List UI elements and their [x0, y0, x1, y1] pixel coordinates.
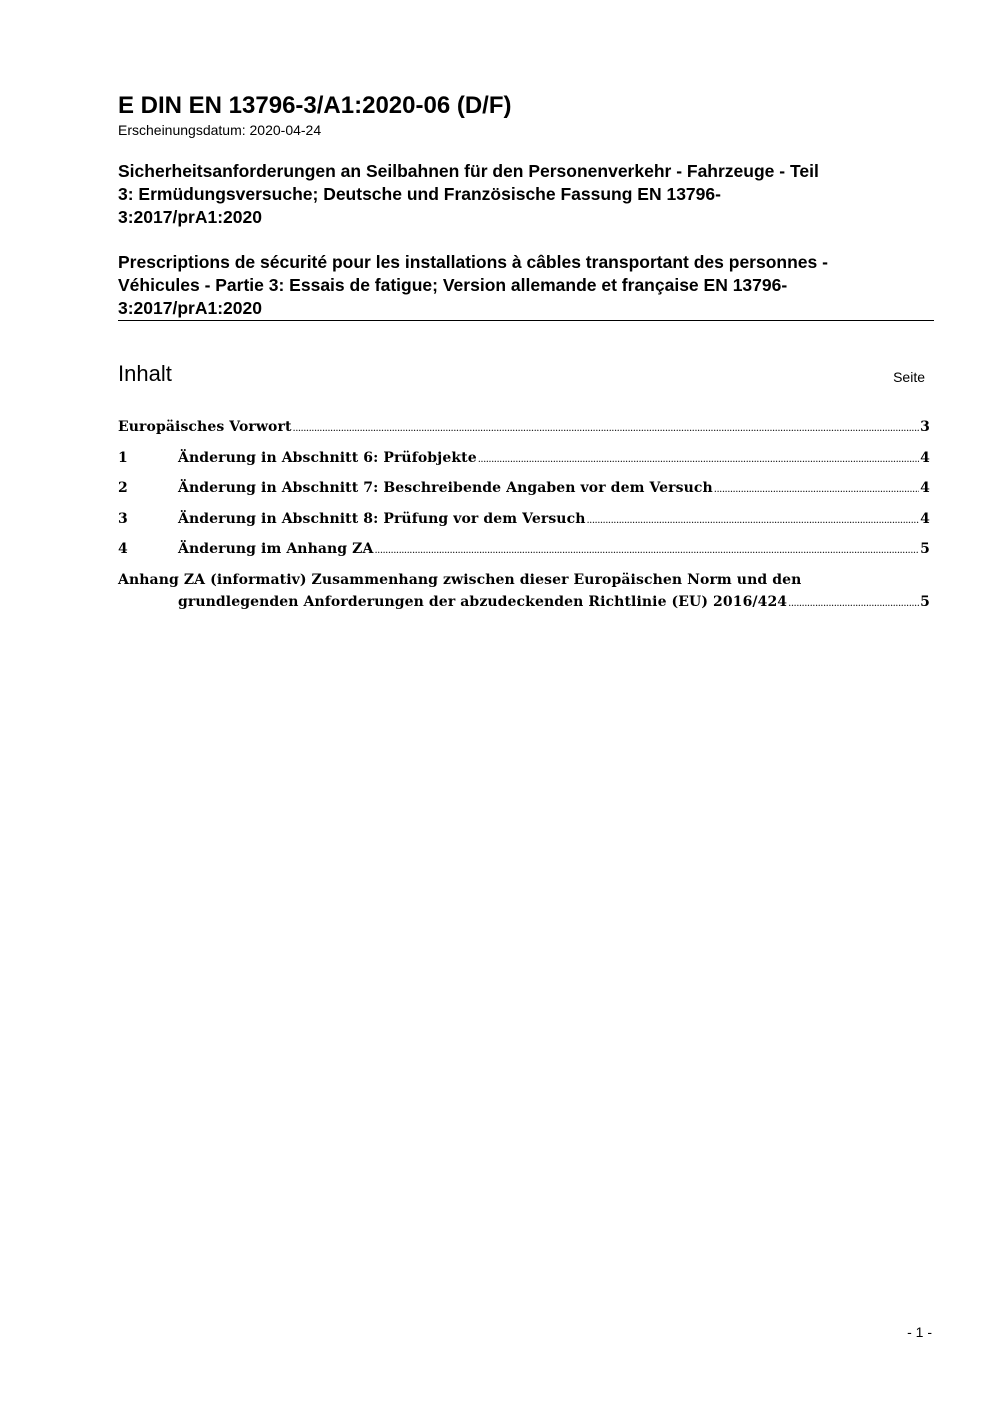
toc-entry-number: 2 [118, 480, 128, 496]
toc-leader-dots [714, 477, 919, 501]
toc-entry[interactable] [118, 477, 930, 508]
toc-leader-dots [478, 447, 919, 471]
toc-entry-page[interactable]: 5 [920, 541, 930, 557]
title-french-line: 3:2017/prA1:2020 [118, 298, 262, 318]
toc-annex-title-line1[interactable]: Anhang ZA (informativ) Zusammenhang zwischen dieser Europäischen Norm und den [118, 571, 802, 588]
toc-entry-number: 4 [118, 541, 128, 557]
title-french [118, 251, 938, 320]
toc-entry-title[interactable]: Europäisches Vorwort [118, 419, 292, 435]
toc-entry-page[interactable]: 4 [920, 449, 930, 466]
title-french-line: Véhicules - Partie 3: Essais de fatigue; Version allemande et française EN 13796- [118, 275, 788, 295]
toc-entry-annex[interactable] [118, 569, 930, 619]
toc-entry-title[interactable]: Änderung in Abschnitt 6: Prüfobjekte [178, 449, 477, 466]
toc-entry[interactable] [118, 508, 930, 539]
toc-annex-title-line2[interactable]: grundlegenden Anforderungen der abzudeckenden Richtlinie (EU) 2016/424 [178, 593, 788, 610]
toc-leader-dots [586, 508, 919, 532]
toc-entry[interactable] [118, 416, 930, 447]
toc-leader-dots [293, 416, 920, 440]
table-of-contents [118, 416, 930, 619]
toc-heading: Inhalt [118, 361, 172, 386]
title-german-line: 3:2017/prA1:2020 [118, 207, 262, 227]
title-divider [118, 320, 934, 321]
toc-entry-page[interactable]: 4 [920, 480, 930, 496]
title-german-line: Sicherheitsanforderungen an Seilbahnen für den Personenverkehr - Fahrzeuge - Teil [118, 161, 819, 181]
toc-entry[interactable] [118, 447, 930, 478]
toc-entry-title[interactable]: Änderung in Abschnitt 8: Prüfung vor dem Versuch [178, 510, 586, 527]
toc-leader-dots [374, 538, 919, 562]
toc-entry-title[interactable]: Änderung im Anhang ZA [178, 541, 374, 557]
toc-entry-number: 1 [118, 449, 128, 466]
title-german-line: 3: Ermüdungsversuche; Deutsche und Französische Fassung EN 13796- [118, 184, 721, 204]
document-title: E DIN EN 13796-3/A1:2020-06 (D/F) [118, 92, 512, 119]
title-french-line: Prescriptions de sécurité pour les installations à câbles transportant des personnes - [118, 252, 828, 272]
toc-entry-page[interactable]: 3 [920, 419, 930, 435]
toc-entry[interactable] [118, 538, 930, 569]
toc-entry-page[interactable]: 4 [920, 510, 930, 527]
toc-page-column-label: Seite [893, 369, 925, 385]
toc-entry-number: 3 [118, 510, 128, 527]
page-number: - 1 - [907, 1324, 932, 1340]
toc-leader-dots [788, 591, 919, 615]
toc-entry-page[interactable]: 5 [920, 593, 930, 610]
publication-date: Erscheinungsdatum: 2020-04-24 [118, 122, 322, 138]
toc-entry-title[interactable]: Änderung in Abschnitt 7: Beschreibende Angaben vor dem Versuch [178, 480, 713, 496]
title-german [118, 160, 938, 229]
